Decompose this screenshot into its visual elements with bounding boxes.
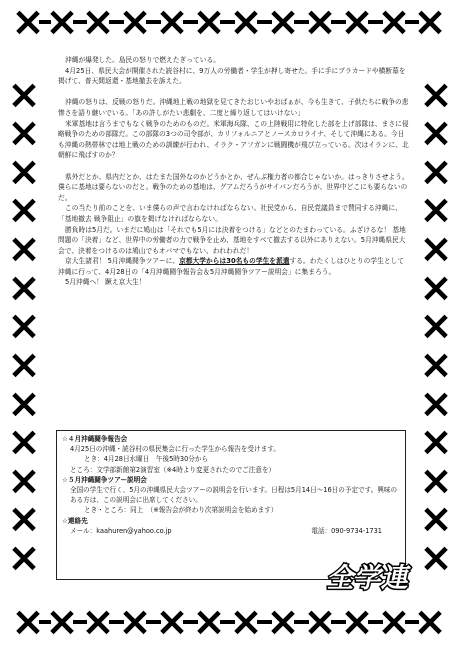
border-cross-mark: × <box>419 226 453 272</box>
border-cross-mark: × <box>419 381 453 427</box>
border-cross-mark: × <box>7 265 41 311</box>
border-cross-mark: × <box>192 599 226 645</box>
article-paragraph <box>58 172 410 204</box>
border-cross-mark: × <box>377 599 411 645</box>
border-cross-mark: × <box>419 72 453 118</box>
notice-heading: ☆連絡先 <box>62 516 88 525</box>
border-cross-mark: × <box>266 599 300 645</box>
border-cross-mark: × <box>7 149 41 195</box>
border-cross-mark: × <box>419 458 453 504</box>
border-cross-mark: × <box>7 458 41 504</box>
border-cross-mark: × <box>303 0 337 45</box>
border-cross-mark: × <box>413 0 447 45</box>
border-cross-mark: × <box>7 110 41 156</box>
border-cross-mark: × <box>303 599 337 645</box>
border-cross-mark: × <box>419 187 453 233</box>
border-cross-mark: × <box>340 599 374 645</box>
border-cross-mark: × <box>45 0 79 45</box>
border-cross-mark: × <box>413 599 447 645</box>
border-cross-mark: × <box>11 599 45 645</box>
paragraph-text: この当たり前のことを、いま僕らの声で言わなければならない。社民党から、自民党議員まで賛同する沖縄に、「基地撤去 戦争阻止」の旗を掲げなければならない。 <box>58 204 402 223</box>
event-notice-box <box>56 430 406 580</box>
border-cross-mark: × <box>419 265 453 311</box>
border-cross-mark: × <box>81 599 115 645</box>
paragraph-text: 京大生諸君！ 5月沖縄闘争ツアーに、 <box>65 257 180 266</box>
border-cross-mark: × <box>419 149 453 195</box>
border-cross-mark: × <box>7 381 41 427</box>
article-paragraph <box>58 256 410 277</box>
border-cross-mark: × <box>229 0 263 45</box>
notice-heading: ☆５月沖縄闘争ツアー説明会 <box>62 475 147 484</box>
border-cross-mark: × <box>7 187 41 233</box>
paragraph-text: 県外だとか、県内だとか、はたまた国外なのかどうかとか、ぜんぶ権力者の都合じゃないか。はっきりさせよう。僕らに基地は要らないのだと。戦争のための基地は、グアムだろうがサイパンだろうが、世界中どこにも要らないのだ。 <box>58 172 409 202</box>
border-cross-mark: × <box>11 0 45 45</box>
notice-heading: ☆４月沖縄闘争報告会 <box>62 435 128 443</box>
border-cross-mark: × <box>118 599 152 645</box>
border-cross-mark: × <box>7 535 41 581</box>
border-cross-mark: × <box>118 0 152 45</box>
contact-email: メール：kaahuren@yahoo.co.jp <box>70 526 172 535</box>
border-cross-mark: × <box>377 0 411 45</box>
border-cross-mark: × <box>81 0 115 45</box>
paragraph-text: 4月25日、県民大会が開催された読谷村に、9万人の労働者・学生が押し寄せた。手に手にプラカードや横断幕を掲げて、普天間返還・基地撤去を訴えた。 <box>58 66 406 86</box>
highlighted-text: 京都大学からは30名もの学生を派遣 <box>179 257 290 266</box>
paragraph-text: 勝負時は5月だ。いまだに鳩山は「それでも5月には決着をつける」などとのたまわっている。ふざけるな！ 基地問題の「決着」など、世界中の労働者の力で戦争を止め、基地をすべて撤去する以外にありえない。5月沖縄県民大会で、決着をつけるのは鳩山でもオバマでもない、われわれだ！ <box>58 225 406 255</box>
border-cross-mark: × <box>419 342 453 388</box>
article-paragraph <box>58 203 410 224</box>
border-cross-mark: × <box>229 599 263 645</box>
notice-line: とき・ところ：同上 （※報告会が終わり次第説明会を始めます） <box>84 506 278 515</box>
border-cross-mark: × <box>7 496 41 542</box>
border-cross-mark: × <box>419 419 453 465</box>
article-paragraph <box>58 66 410 87</box>
article-body <box>58 55 410 427</box>
contact-phone: 電話：090-9734-1731 <box>311 526 382 535</box>
paragraph-text: 米軍基地は言うまでもなく戦争のためのものだ。米軍海兵隊、この上陸戦用に特化した部を上げ部隊は、まさに侵略戦争のための部隊だ。この部隊の3つの司令部が、カリフォルニアとノースカロライナ、そして沖縄にある。今日も沖縄の熱帯林では地上戦のための訓練が行われ、イラク・アフガンに戦闘機が飛び立っている。次はイランに、北朝鮮に飛ばすのか？ <box>58 119 409 160</box>
stamp-text: 全学連 <box>325 563 413 594</box>
border-cross-mark: × <box>155 0 189 45</box>
border-cross-mark: × <box>7 303 41 349</box>
border-cross-mark: × <box>7 342 41 388</box>
article-paragraph <box>58 277 410 288</box>
contact-line <box>62 526 400 536</box>
border-cross-mark: × <box>45 599 79 645</box>
zengakuren-stamp <box>308 560 426 594</box>
article-paragraph <box>58 119 410 161</box>
paragraph-text: する。わたくしはひとりの学生として沖縄に行って、4月28日の「4月沖縄闘争報告会＆5月沖縄闘争ツアー説明会」に集まろう。 <box>58 257 405 276</box>
article-paragraph <box>58 55 410 66</box>
notice-line: とき：4月28日水曜日 午後5時30分から <box>84 455 209 464</box>
border-cross-mark: × <box>419 110 453 156</box>
border-cross-mark: × <box>7 72 41 118</box>
border-cross-mark: × <box>340 0 374 45</box>
notice-line: 全国の学生で行く、5月の沖縄県民大会ツアーの説明会を行います。日程は5月14日〜16日の予定です。興味のある方は、この説明会に出席してください。 <box>70 486 398 505</box>
border-cross-mark: × <box>266 0 300 45</box>
border-cross-mark: × <box>419 535 453 581</box>
border-cross-mark: × <box>192 0 226 45</box>
border-cross-mark: × <box>419 496 453 542</box>
border-cross-mark: × <box>155 599 189 645</box>
border-cross-mark: × <box>7 226 41 272</box>
border-cross-mark: × <box>7 419 41 465</box>
article-paragraph <box>58 225 410 257</box>
paragraph-text: 沖縄が爆発した。島民の怒りで燃えたぎっている。 <box>65 56 220 64</box>
border-cross-mark: × <box>419 303 453 349</box>
article-paragraph <box>58 97 410 118</box>
paragraph-text: 沖縄の怒りは、反戦の怒りだ。沖縄地上戦の地獄を見てきたおじいやおばぁが、今も生きて、子供たちに戦争の悲惨さを語り継いでいる。「あの許しがたい悲劇を、二度と繰り返してはいけない」 <box>58 98 409 117</box>
notice-line: ところ：文学部新館第2演習室（※4時より変更されたのでご注意を） <box>70 465 276 474</box>
paragraph-text: 5月沖縄へ！ 蹶え京大生！ <box>65 278 146 287</box>
notice-line: 4月25日の沖縄・読谷村の県民集会に行った学生から報告を受けます。 <box>70 445 280 454</box>
